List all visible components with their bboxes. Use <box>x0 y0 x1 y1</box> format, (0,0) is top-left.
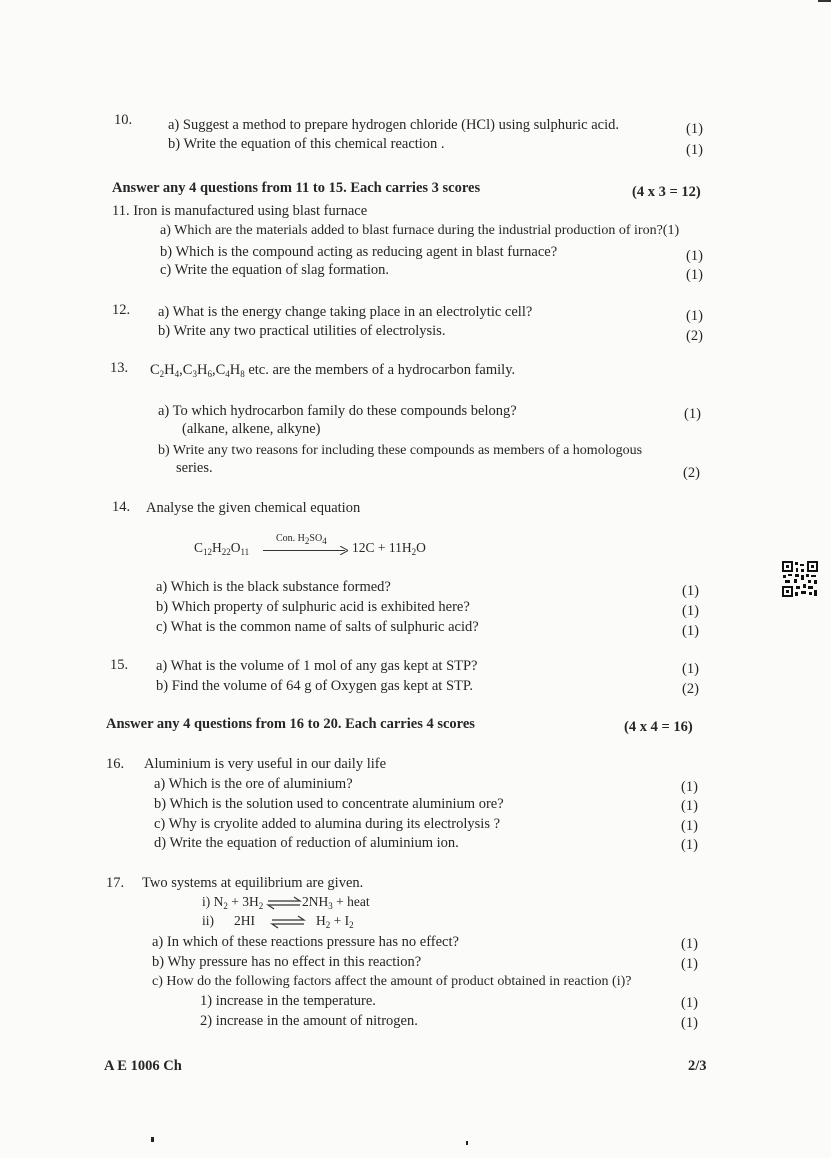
q11-part-b: b) Which is the compound acting as reducing agent in blast furnace? <box>160 244 558 260</box>
section-1-score: (4 x 3 = 12) <box>632 184 701 200</box>
q16-part-d: d) Write the equation of reduction of aluminium ion. <box>154 835 459 851</box>
q16-part-a: a) Which is the ore of aluminium? <box>154 776 353 792</box>
q10-number: 10. <box>114 112 133 128</box>
q10-part-b-mark: (1) <box>686 142 703 158</box>
q16-part-b: b) Which is the solution used to concentrate aluminium ore? <box>154 796 504 812</box>
q14-part-a-mark: (1) <box>682 583 699 599</box>
q11-part-b-mark: (1) <box>686 248 703 264</box>
q17-i-reactants: i) $N_2 + 3H_2$ <box>202 894 264 911</box>
q16-stem: Aluminium is very useful in our daily life <box>144 756 387 772</box>
q13-part-a: a) To which hydrocarbon family do these compounds belong? <box>158 403 517 419</box>
q17-i-equilibrium-arrow-icon <box>266 896 302 910</box>
q13-part-a-hint: (alkane, alkene, alkyne) <box>182 421 321 437</box>
q14-reactant: $C_{12}H_{22}O_{11}$ <box>194 540 250 557</box>
q17-part-b-mark: (1) <box>681 956 698 972</box>
q17-ii-label: ii) <box>202 913 214 928</box>
q13-stem: $C_2H_4,C_3H_6,C_4H_8$ etc. are the members of a hydrocarbon family. <box>150 362 516 379</box>
q14-part-a: a) Which is the black substance formed? <box>156 579 391 595</box>
q17-part-c2-mark: (1) <box>681 1015 698 1031</box>
q17-i-products: $2NH_3$ + heat <box>302 894 370 911</box>
q14-arrow <box>263 550 345 551</box>
q13-part-a-mark: (1) <box>684 406 701 422</box>
q10-part-a-mark: (1) <box>686 121 703 137</box>
scan-speck <box>466 1141 468 1145</box>
footer-paper-code: A E 1006 Ch <box>104 1058 182 1074</box>
q12-part-b: b) Write any two practical utilities of electrolysis. <box>158 323 446 339</box>
q16-part-c-mark: (1) <box>681 818 698 834</box>
q14-part-c-mark: (1) <box>682 623 699 639</box>
q17-i-heat: + heat <box>336 894 370 909</box>
q14-stem: Analyse the given chemical equation <box>146 500 361 516</box>
q10-part-a: a) Suggest a method to prepare hydrogen chloride (HCl) using sulphuric acid. <box>168 117 619 133</box>
q14-products: $12C + 11H_2O$ <box>352 540 426 557</box>
q14-arrow-head-icon <box>340 546 348 555</box>
q17-part-b: b) Why pressure has no effect in this reaction? <box>152 954 422 970</box>
q17-part-c: c) How do the following factors affect the amount of product obtained in reaction (i)? <box>152 974 632 989</box>
q10-part-b: b) Write the equation of this chemical reaction . <box>168 136 445 152</box>
q17-number: 17. <box>106 875 125 891</box>
q16-part-d-mark: (1) <box>681 837 698 853</box>
footer-page-number: 2/3 <box>688 1058 707 1074</box>
q15-part-b-mark: (2) <box>682 681 699 697</box>
q13-number: 13. <box>110 360 129 376</box>
q15-number: 15. <box>110 657 129 673</box>
q11-part-c-mark: (1) <box>686 267 703 283</box>
q16-number: 16. <box>106 756 125 772</box>
q17-part-c1-mark: (1) <box>681 995 698 1011</box>
section-2-instruction: Answer any 4 questions from 16 to 20. Each carries 4 scores <box>106 716 475 732</box>
q11-part-c: c) Write the equation of slag formation. <box>160 262 390 278</box>
q17-part-c1: 1) increase in the temperature. <box>200 993 376 1009</box>
section-1-instruction: Answer any 4 questions from 11 to 15. Each carries 3 scores <box>112 180 481 196</box>
q12-part-b-mark: (2) <box>686 328 703 344</box>
q17-part-a-mark: (1) <box>681 936 698 952</box>
q14-condition: Con. $H_2SO_4$ <box>276 533 327 546</box>
q14-part-b: b) Which property of sulphuric acid is exhibited here? <box>156 599 470 615</box>
q17-part-a: a) In which of these reactions pressure has no effect? <box>152 934 459 950</box>
q12-part-a-mark: (1) <box>686 308 703 324</box>
q16-part-c: c) Why is cryolite added to alumina during its electrolysis ? <box>154 816 501 832</box>
q14-number: 14. <box>112 499 131 515</box>
q16-part-a-mark: (1) <box>681 779 698 795</box>
q14-part-b-mark: (1) <box>682 603 699 619</box>
q17-ii-reactant: 2HI <box>234 913 255 928</box>
q11-part-a: a) Which are the materials added to blast furnace during the industrial production of iron?(1) <box>160 223 680 238</box>
q15-part-b: b) Find the volume of 64 g of Oxygen gas kept at STP. <box>156 678 473 694</box>
section-2-score: (4 x 4 = 16) <box>624 719 693 735</box>
q15-part-a: a) What is the volume of 1 mol of any gas kept at STP? <box>156 658 478 674</box>
q13-part-b-mark: (2) <box>683 465 700 481</box>
q16-part-b-mark: (1) <box>681 798 698 814</box>
q12-number: 12. <box>112 302 131 318</box>
q15-part-a-mark: (1) <box>682 661 699 677</box>
q13-part-b-line2: series. <box>176 460 213 476</box>
q13-stem-tail: etc. are the members of a hydrocarbon family. <box>244 362 516 378</box>
q17-ii-equilibrium-arrow-icon <box>270 915 306 929</box>
q17-stem: Two systems at equilibrium are given. <box>142 875 364 891</box>
q13-part-b-line1: b) Write any two reasons for including these compounds as members of a homologous <box>158 443 643 458</box>
q17-part-c2: 2) increase in the amount of nitrogen. <box>200 1013 418 1029</box>
scan-corner-mark <box>818 0 831 2</box>
q17-ii-products: $H_2 + I_2$ <box>316 913 354 930</box>
qr-code-icon <box>781 560 819 598</box>
scan-speck <box>151 1137 154 1142</box>
q12-part-a: a) What is the energy change taking place in an electrolytic cell? <box>158 304 533 320</box>
q14-part-c: c) What is the common name of salts of sulphuric acid? <box>156 619 479 635</box>
q11-stem: 11. Iron is manufactured using blast furnace <box>112 203 368 219</box>
